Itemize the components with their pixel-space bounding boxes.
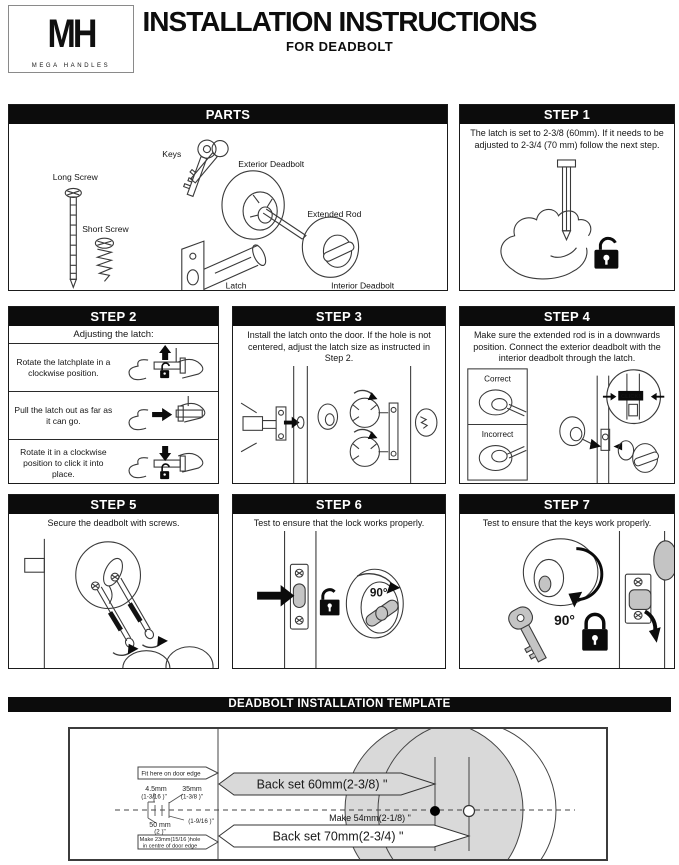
step-3-text: Install the latch onto the door. If the hole is not centered, adjust the latch size as instructed in Step 2. [247, 330, 431, 364]
substep-1-illustration [118, 344, 218, 391]
step-1-header: STEP 1 [460, 105, 674, 124]
assembly-art [560, 417, 660, 473]
incorrect-label: Incorrect [481, 429, 514, 439]
panel-step-7 [459, 494, 675, 669]
step-4-header: STEP 4 [460, 307, 674, 326]
step-1-text: The latch is set to 2-3/8 (60mm). If it needs to be adjusted to 2-3/4 (70 mm) follow the next step. [470, 128, 664, 150]
correct-incorrect-inset [468, 369, 527, 480]
dim-b: 35mm [182, 786, 202, 793]
logo-monogram-text: MH [47, 10, 95, 56]
step-2-subtitle: Adjusting the latch: [9, 326, 218, 344]
exterior-deadbolt-label: Exterior Deadbolt [238, 158, 305, 169]
panel-step-5 [8, 494, 219, 669]
bolt-art [25, 558, 45, 572]
strike-oval-art [318, 404, 337, 429]
key-icon [506, 604, 553, 665]
arrow-down-icon [159, 446, 171, 461]
unlock-icon [160, 363, 169, 378]
long-screw-label: Long Screw [52, 171, 98, 182]
drill-point-60 [430, 806, 440, 816]
dim-a: 4.5mm [145, 786, 167, 793]
step-6-header: STEP 6 [233, 495, 445, 514]
dim-b-in: (1-3/8 )" [180, 793, 204, 801]
key-oval-art [415, 409, 436, 436]
parts-header: PARTS [9, 105, 447, 124]
latch-in-hand-art [501, 160, 591, 279]
screws-art [91, 573, 155, 649]
angle-label: 90° [554, 612, 575, 628]
arrow-right-icon [152, 408, 172, 421]
lock-icon [582, 614, 608, 650]
step-5-illustration [9, 531, 218, 668]
template-diagram [70, 729, 606, 859]
latch-art [241, 403, 286, 452]
hole-label-1: Make 23mm(15/16 )hole [139, 837, 201, 843]
panel-step-6 [232, 494, 446, 669]
keys-label: Keys [162, 148, 182, 159]
template-box [68, 727, 608, 861]
panel-step-2 [8, 306, 219, 484]
fit-label: Fit here on door edge [141, 770, 201, 778]
template-header: DEADBOLT INSTALLATION TEMPLATE [8, 697, 671, 712]
step-6-illustration [233, 531, 445, 668]
hole-label-2: in centre of door edge [142, 843, 198, 850]
step-4-text: Make sure the extended rod is in a downwards position. Connect the exterior deadbolt with the interior deadbolt through the latch. [473, 330, 661, 364]
exterior-deadbolt-icon [222, 171, 306, 239]
substep-3-text: Rotate it in a clockwise position to click it into place. [20, 447, 107, 480]
dim-c-in: (2 )" [154, 828, 166, 836]
step-3-header: STEP 3 [233, 307, 445, 326]
bolt-art [293, 584, 305, 608]
substep-2-illustration [118, 392, 218, 439]
angle-label: 90° [369, 586, 388, 600]
unlock-icon [160, 464, 169, 479]
bolt-plate-art [625, 574, 660, 643]
step-2-header: STEP 2 [9, 307, 218, 326]
short-screw-label: Short Screw [82, 224, 129, 235]
step-2-substep-2 [9, 392, 218, 440]
step-4-illustration [460, 366, 674, 483]
substep-2-text: Pull the latch out as far as it can go. [14, 404, 113, 426]
panel-step-1 [459, 104, 675, 291]
panel-parts [8, 104, 448, 291]
keyed-rosette-art [523, 539, 598, 606]
dim-a-in: (1-3/16 )" [141, 793, 167, 801]
click-label: CLICK! [620, 394, 641, 401]
step-5-header: STEP 5 [9, 495, 218, 514]
step-7-illustration [460, 531, 674, 668]
step-2-substep-1 [9, 344, 218, 392]
drill-point-70 [464, 806, 475, 817]
arrow-right-icon [257, 585, 294, 607]
panel-step-4 [459, 306, 675, 484]
step-2-substep-3 [9, 440, 218, 487]
rotation-arrows [113, 636, 168, 655]
correct-label: Correct [484, 374, 511, 384]
step-6-text: Test to ensure that the lock works properly. [253, 518, 425, 528]
keys-icon [182, 137, 232, 198]
substep-1-text: Rotate the latchplate in a clockwise position. [16, 356, 111, 378]
make-54-label: Make 54mm(2-1/8) " [329, 813, 411, 823]
short-screw-icon [95, 238, 113, 281]
step-7-header: STEP 7 [460, 495, 674, 514]
backset-60-label: Back set 60mm(2-3/8) " [256, 777, 388, 792]
interior-deadbolt-label: Interior Deadbolt [331, 280, 395, 290]
lock-icon [594, 239, 618, 269]
step-1-illustration [460, 152, 674, 290]
step-5-text: Secure the deadbolt with screws. [47, 518, 180, 528]
step-7-text: Test to ensure that the keys work properly. [482, 518, 652, 528]
substep-3-illustration [118, 440, 218, 487]
step-3-illustration [233, 366, 445, 483]
arrow-up-icon [159, 345, 171, 360]
dim-d-in: (1-9/16 )" [188, 818, 214, 825]
knobs-art [350, 390, 398, 466]
interior-deadbolt-icon [302, 217, 358, 277]
unlock-icon [320, 589, 340, 615]
parts-illustration [9, 124, 447, 290]
page-title: INSTALLATION INSTRUCTIONS [142, 6, 537, 37]
long-screw-icon [65, 188, 81, 287]
backset-70-label: Back set 70mm(2-3/4) " [272, 829, 404, 844]
panel-step-3 [232, 306, 446, 484]
page-subtitle: FOR DEADBOLT [285, 39, 394, 54]
click-inset [603, 370, 664, 424]
dim-c: 50 mm [149, 822, 171, 829]
extended-rod-label: Extended Rod [307, 209, 362, 220]
thumbturn-rosette-art [346, 569, 403, 638]
logo-brand-text: MEGA HANDLES [31, 63, 111, 69]
latch-label: Latch [225, 280, 247, 290]
